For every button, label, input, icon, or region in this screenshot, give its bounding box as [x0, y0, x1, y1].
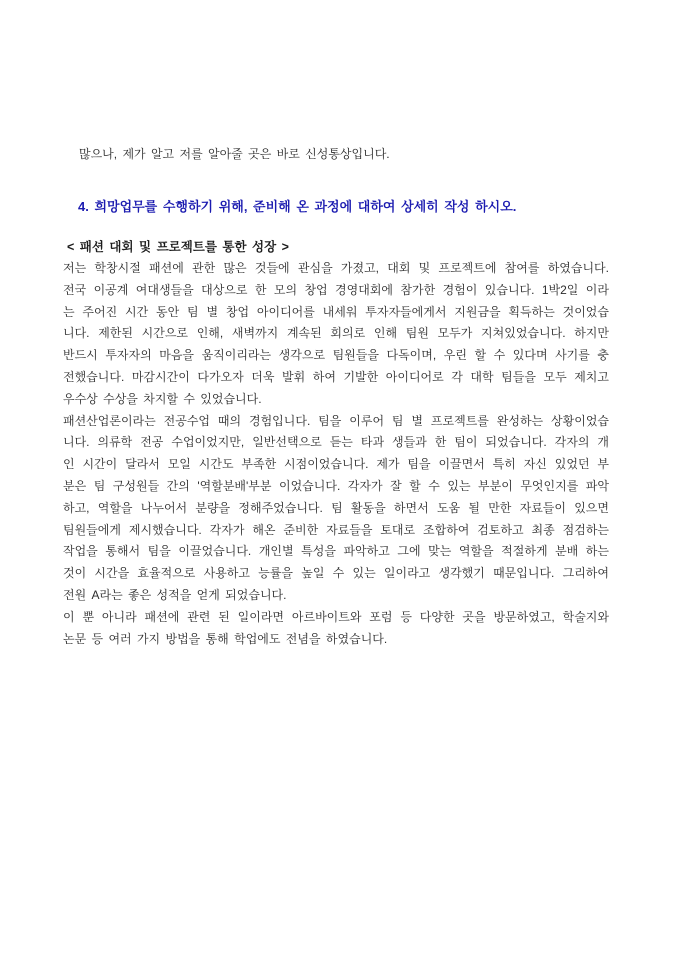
body-line: 반드시 투자자의 마음을 움직이리라는 생각으로 팀원들을 다독이며, 우린 할 수 있다며 사기를 충 [63, 348, 609, 363]
body-line: 전국 이공계 여대생들을 대상으로 한 모의 창업 경영대회에 참가한 경험이 있습니다. 1박2일 이라 [63, 282, 609, 297]
body-line: 저는 학창시절 패션에 관한 많은 것들에 관심을 가졌고, 대회 및 프로젝트에 참여를 하였습니다. [63, 261, 609, 275]
body-line: 작업을 통해서 팀을 이끌었습니다. 개인별 특성을 파악하고 그에 맞는 역할을 적절하게 분배 하는 [63, 544, 609, 559]
body-line: 하고, 역할을 나누어서 분량을 정해주었습니다. 팀 활동을 하면서 도움 될 만한 자료들이 있으면 [63, 500, 609, 515]
body-line: 인 시간이 달라서 모일 시간도 부족한 시점이었습니다. 제가 팀을 이끌면서 특히 자신 있었던 부 [63, 457, 609, 472]
body-line: 논문 등 여러 가지 방법을 통해 학업에도 전념을 하였습니다. [63, 631, 388, 646]
body-line: 것이 시간을 효율적으로 사용하고 능률을 높일 수 있는 일이라고 생각했기 때문입니다. 그리하여 [63, 566, 609, 581]
body-line: 니다. 의류학 전공 수업이었지만, 일반선택으로 듣는 타과 생들과 한 팀이 되었습니다. 각자의 개 [63, 435, 609, 450]
body-text [63, 258, 609, 650]
body-line: 우수상 수상을 차지할 수 있었습니다. [63, 391, 262, 406]
body-line: 전했습니다. 마감시간이 다가오자 더욱 발휘 하여 기발한 아이디어로 각 대학 팀들을 모두 제치고 [63, 369, 609, 384]
continuation-text: 많으나, 제가 알고 저를 알아줄 곳은 바로 신성통상입니다. [79, 147, 390, 161]
body-line: 이 뿐 아니라 패션에 관련 된 일이라면 아르바이트와 포럼 등 다양한 곳을 방문하였고, 학술지와 [63, 609, 609, 624]
document-content [63, 143, 609, 650]
body-line: 패션산업론이라는 전공수업 때의 경험입니다. 팀을 이루어 팀 별 프로젝트를 완성하는 상황이었습 [63, 413, 609, 428]
body-line: 는 주어진 시간 동안 팀 별 창업 아이디어를 내세워 투자자들에게서 지원금을 획득하는 것이었습 [63, 304, 609, 319]
body-line: 팀원들에게 제시했습니다. 각자가 해온 준비한 자료들을 토대로 조합하여 검토하고 최종 점검하는 [63, 522, 609, 537]
question-heading: 4. 희망업무를 수행하기 위해, 준비해 온 과정에 대하여 상세히 작성 하시오. [78, 199, 517, 214]
section-title: < 패션 대회 및 프로젝트를 통한 성장 > [67, 240, 289, 254]
body-line: 분은 팀 구성원들 간의 '역할분배'부분 이었습니다. 각자가 잘 할 수 있는 부분이 무엇인지를 파악 [63, 478, 609, 493]
body-line: 니다. 제한된 시간으로 인해, 새벽까지 계속된 회의로 인해 팀원 모두가 지쳐있었습니다. 하지만 [63, 326, 609, 341]
body-line: 전원 A라는 좋은 성적을 얻게 되었습니다. [63, 587, 287, 602]
